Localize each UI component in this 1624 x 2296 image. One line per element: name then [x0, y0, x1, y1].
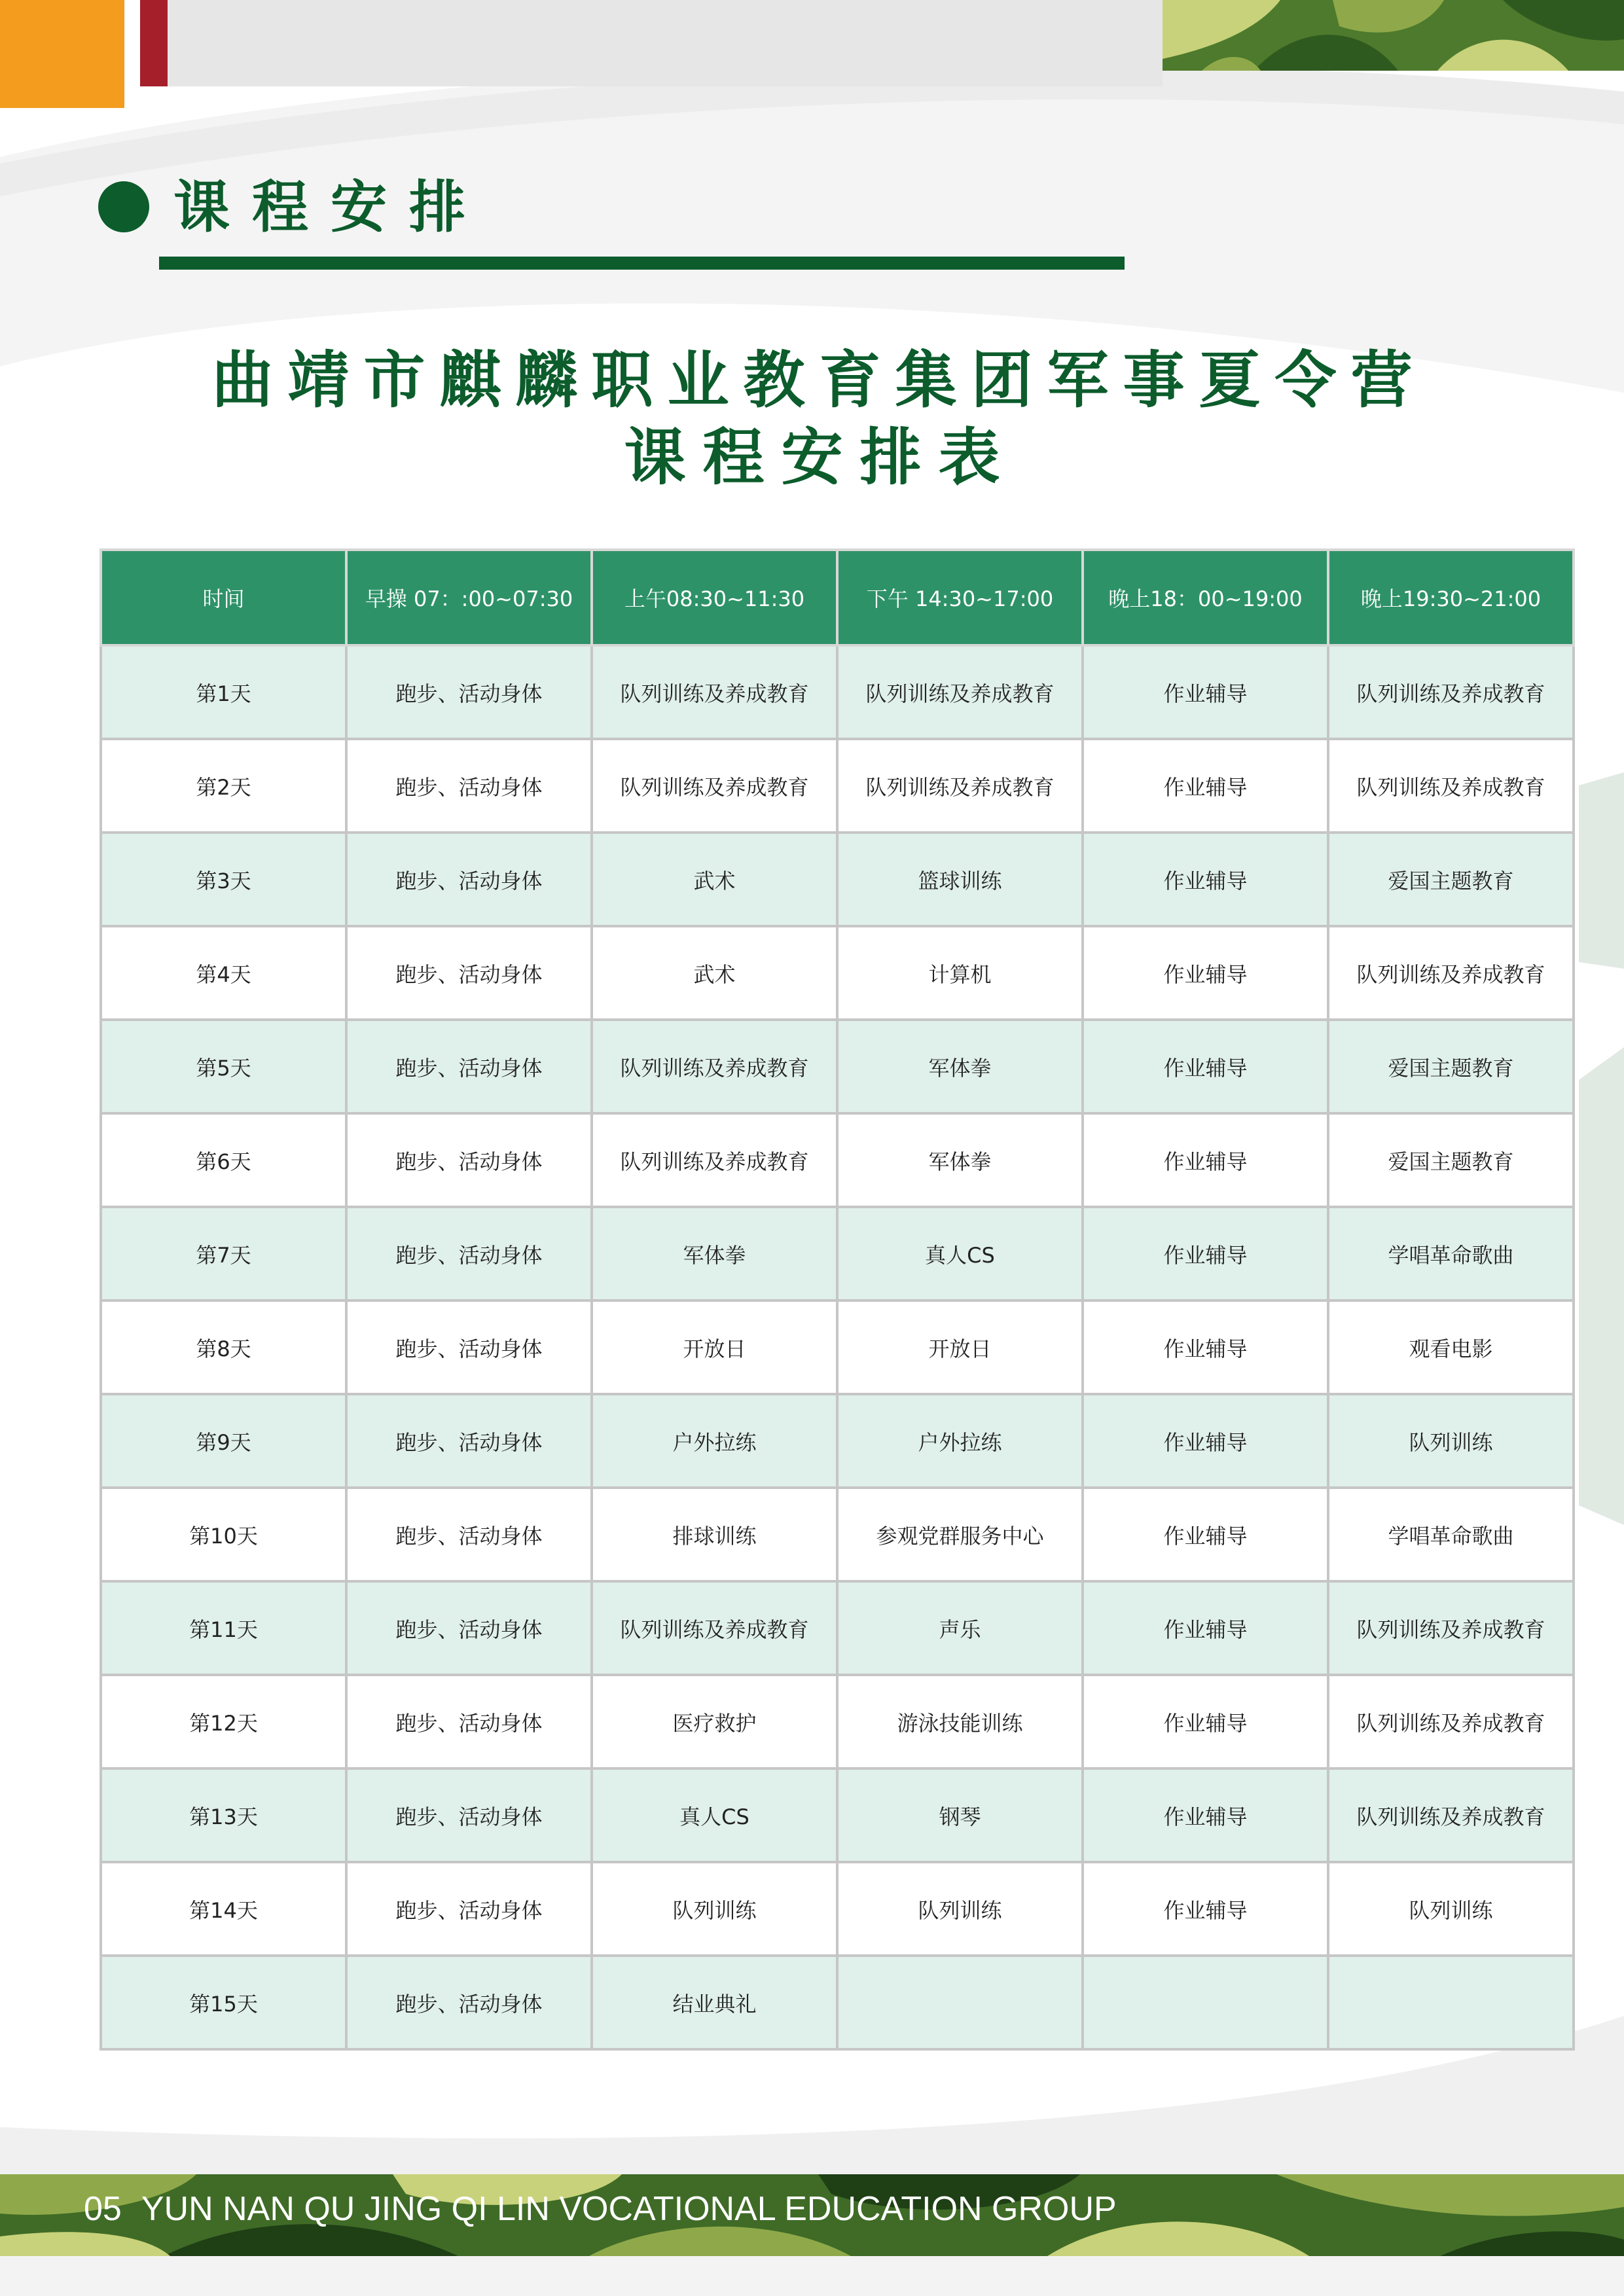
document-title-line1: 曲靖市麒麟职业教育集团军事夏令营	[211, 345, 1427, 416]
afternoon-cell: 游泳技能训练	[837, 1675, 1083, 1768]
header-morning: 上午08:30~11:30	[592, 550, 837, 645]
day-cell: 第13天	[101, 1768, 346, 1862]
evening-late-cell: 学唱革命歌曲	[1328, 1488, 1574, 1581]
morning-exercise-cell: 跑步、活动身体	[346, 1956, 592, 2049]
evening-early-cell	[1083, 1956, 1328, 2049]
footer-org-name: YUN NAN QU JING QI LIN VOCATIONAL EDUCATION GROUP	[141, 2190, 1117, 2228]
table-row	[101, 1768, 1574, 1862]
table-row	[101, 739, 1574, 833]
morning-exercise-cell: 跑步、活动身体	[346, 1020, 592, 1113]
morning-exercise-cell: 跑步、活动身体	[346, 1675, 592, 1768]
table-row	[101, 1581, 1574, 1675]
evening-late-cell	[1328, 1956, 1574, 2049]
day-cell: 第5天	[101, 1020, 346, 1113]
header-evening-late: 晚上19:30~21:00	[1328, 550, 1574, 645]
section-bullet-icon	[98, 181, 149, 232]
morning-exercise-cell: 跑步、活动身体	[346, 1300, 592, 1394]
afternoon-cell: 军体拳	[837, 1113, 1083, 1207]
day-cell: 第14天	[101, 1862, 346, 1956]
day-cell: 第4天	[101, 926, 346, 1020]
day-cell: 第8天	[101, 1300, 346, 1394]
page-number: 05	[84, 2190, 122, 2228]
table-row	[101, 1207, 1574, 1300]
morning-cell: 结业典礼	[592, 1956, 837, 2049]
morning-cell: 队列训练及养成教育	[592, 739, 837, 833]
evening-early-cell: 作业辅导	[1083, 926, 1328, 1020]
evening-late-cell: 队列训练及养成教育	[1328, 1581, 1574, 1675]
morning-cell: 武术	[592, 926, 837, 1020]
day-cell: 第10天	[101, 1488, 346, 1581]
afternoon-cell: 军体拳	[837, 1020, 1083, 1113]
day-cell: 第7天	[101, 1207, 346, 1300]
evening-early-cell: 作业辅导	[1083, 1768, 1328, 1862]
evening-early-cell: 作业辅导	[1083, 1394, 1328, 1488]
morning-cell: 队列训练	[592, 1862, 837, 1956]
morning-cell: 真人CS	[592, 1768, 837, 1862]
evening-late-cell: 爱国主题教育	[1328, 833, 1574, 926]
afternoon-cell	[837, 1956, 1083, 2049]
evening-late-cell: 队列训练	[1328, 1862, 1574, 1956]
morning-exercise-cell: 跑步、活动身体	[346, 645, 592, 739]
top-grey-band	[168, 0, 1163, 86]
orange-corner-block	[0, 0, 124, 108]
table-row	[101, 1394, 1574, 1488]
morning-cell: 武术	[592, 833, 837, 926]
table-body	[101, 645, 1574, 2049]
evening-late-cell: 学唱革命歌曲	[1328, 1207, 1574, 1300]
section-heading: 课程安排	[173, 175, 488, 240]
day-cell: 第3天	[101, 833, 346, 926]
afternoon-cell: 队列训练及养成教育	[837, 645, 1083, 739]
morning-exercise-cell: 跑步、活动身体	[346, 1581, 592, 1675]
table-row	[101, 926, 1574, 1020]
evening-early-cell: 作业辅导	[1083, 1207, 1328, 1300]
afternoon-cell: 计算机	[837, 926, 1083, 1020]
day-cell: 第1天	[101, 645, 346, 739]
evening-late-cell: 队列训练及养成教育	[1328, 645, 1574, 739]
morning-cell: 队列训练及养成教育	[592, 1581, 837, 1675]
red-accent-bar	[140, 0, 168, 86]
day-cell: 第11天	[101, 1581, 346, 1675]
evening-early-cell: 作业辅导	[1083, 1113, 1328, 1207]
morning-cell: 排球训练	[592, 1488, 837, 1581]
morning-exercise-cell: 跑步、活动身体	[346, 1862, 592, 1956]
table-row	[101, 1300, 1574, 1394]
evening-early-cell: 作业辅导	[1083, 1020, 1328, 1113]
evening-late-cell: 爱国主题教育	[1328, 1020, 1574, 1113]
table-row	[101, 1675, 1574, 1768]
afternoon-cell: 钢琴	[837, 1768, 1083, 1862]
morning-cell: 军体拳	[592, 1207, 837, 1300]
evening-early-cell: 作业辅导	[1083, 645, 1328, 739]
evening-late-cell: 观看电影	[1328, 1300, 1574, 1394]
evening-late-cell: 队列训练及养成教育	[1328, 1768, 1574, 1862]
evening-early-cell: 作业辅导	[1083, 1675, 1328, 1768]
header-morning-exercise: 早操 07：:00~07:30	[346, 550, 592, 645]
morning-exercise-cell: 跑步、活动身体	[346, 926, 592, 1020]
evening-late-cell: 爱国主题教育	[1328, 1113, 1574, 1207]
morning-cell: 开放日	[592, 1300, 837, 1394]
footer-strip	[0, 2256, 1624, 2296]
afternoon-cell: 参观党群服务中心	[837, 1488, 1083, 1581]
table-row	[101, 1020, 1574, 1113]
morning-exercise-cell: 跑步、活动身体	[346, 1488, 592, 1581]
day-cell: 第6天	[101, 1113, 346, 1207]
evening-late-cell: 队列训练及养成教育	[1328, 926, 1574, 1020]
evening-late-cell: 队列训练及养成教育	[1328, 739, 1574, 833]
evening-early-cell: 作业辅导	[1083, 739, 1328, 833]
document-title-line2: 课程安排表	[624, 422, 1017, 493]
footer-text	[84, 2186, 1117, 2232]
morning-cell: 户外拉练	[592, 1394, 837, 1488]
day-cell: 第15天	[101, 1956, 346, 2049]
evening-late-cell: 队列训练	[1328, 1394, 1574, 1488]
header-time: 时间	[101, 550, 346, 645]
evening-early-cell: 作业辅导	[1083, 1862, 1328, 1956]
evening-early-cell: 作业辅导	[1083, 1488, 1328, 1581]
camouflage-pattern-top	[1163, 0, 1624, 71]
schedule-table	[99, 548, 1575, 2051]
afternoon-cell: 队列训练	[837, 1862, 1083, 1956]
morning-exercise-cell: 跑步、活动身体	[346, 833, 592, 926]
morning-exercise-cell: 跑步、活动身体	[346, 1768, 592, 1862]
header-evening-early: 晚上18：00~19:00	[1083, 550, 1328, 645]
morning-cell: 队列训练及养成教育	[592, 645, 837, 739]
evening-early-cell: 作业辅导	[1083, 1300, 1328, 1394]
morning-cell: 队列训练及养成教育	[592, 1113, 837, 1207]
table-row	[101, 1956, 1574, 2049]
table-row	[101, 645, 1574, 739]
afternoon-cell: 真人CS	[837, 1207, 1083, 1300]
table-row	[101, 1862, 1574, 1956]
day-cell: 第9天	[101, 1394, 346, 1488]
day-cell: 第2天	[101, 739, 346, 833]
afternoon-cell: 队列训练及养成教育	[837, 739, 1083, 833]
afternoon-cell: 开放日	[837, 1300, 1083, 1394]
evening-early-cell: 作业辅导	[1083, 833, 1328, 926]
header-afternoon: 下午 14:30~17:00	[837, 550, 1083, 645]
morning-exercise-cell: 跑步、活动身体	[346, 1207, 592, 1300]
morning-exercise-cell: 跑步、活动身体	[346, 1394, 592, 1488]
afternoon-cell: 户外拉练	[837, 1394, 1083, 1488]
afternoon-cell: 声乐	[837, 1581, 1083, 1675]
evening-early-cell: 作业辅导	[1083, 1581, 1328, 1675]
evening-late-cell: 队列训练及养成教育	[1328, 1675, 1574, 1768]
section-underline	[159, 257, 1125, 270]
table-row	[101, 1488, 1574, 1581]
morning-cell: 医疗救护	[592, 1675, 837, 1768]
table-row	[101, 833, 1574, 926]
table-row	[101, 1113, 1574, 1207]
table-header-row	[101, 550, 1574, 645]
morning-exercise-cell: 跑步、活动身体	[346, 739, 592, 833]
afternoon-cell: 篮球训练	[837, 833, 1083, 926]
day-cell: 第12天	[101, 1675, 346, 1768]
morning-exercise-cell: 跑步、活动身体	[346, 1113, 592, 1207]
morning-cell: 队列训练及养成教育	[592, 1020, 837, 1113]
